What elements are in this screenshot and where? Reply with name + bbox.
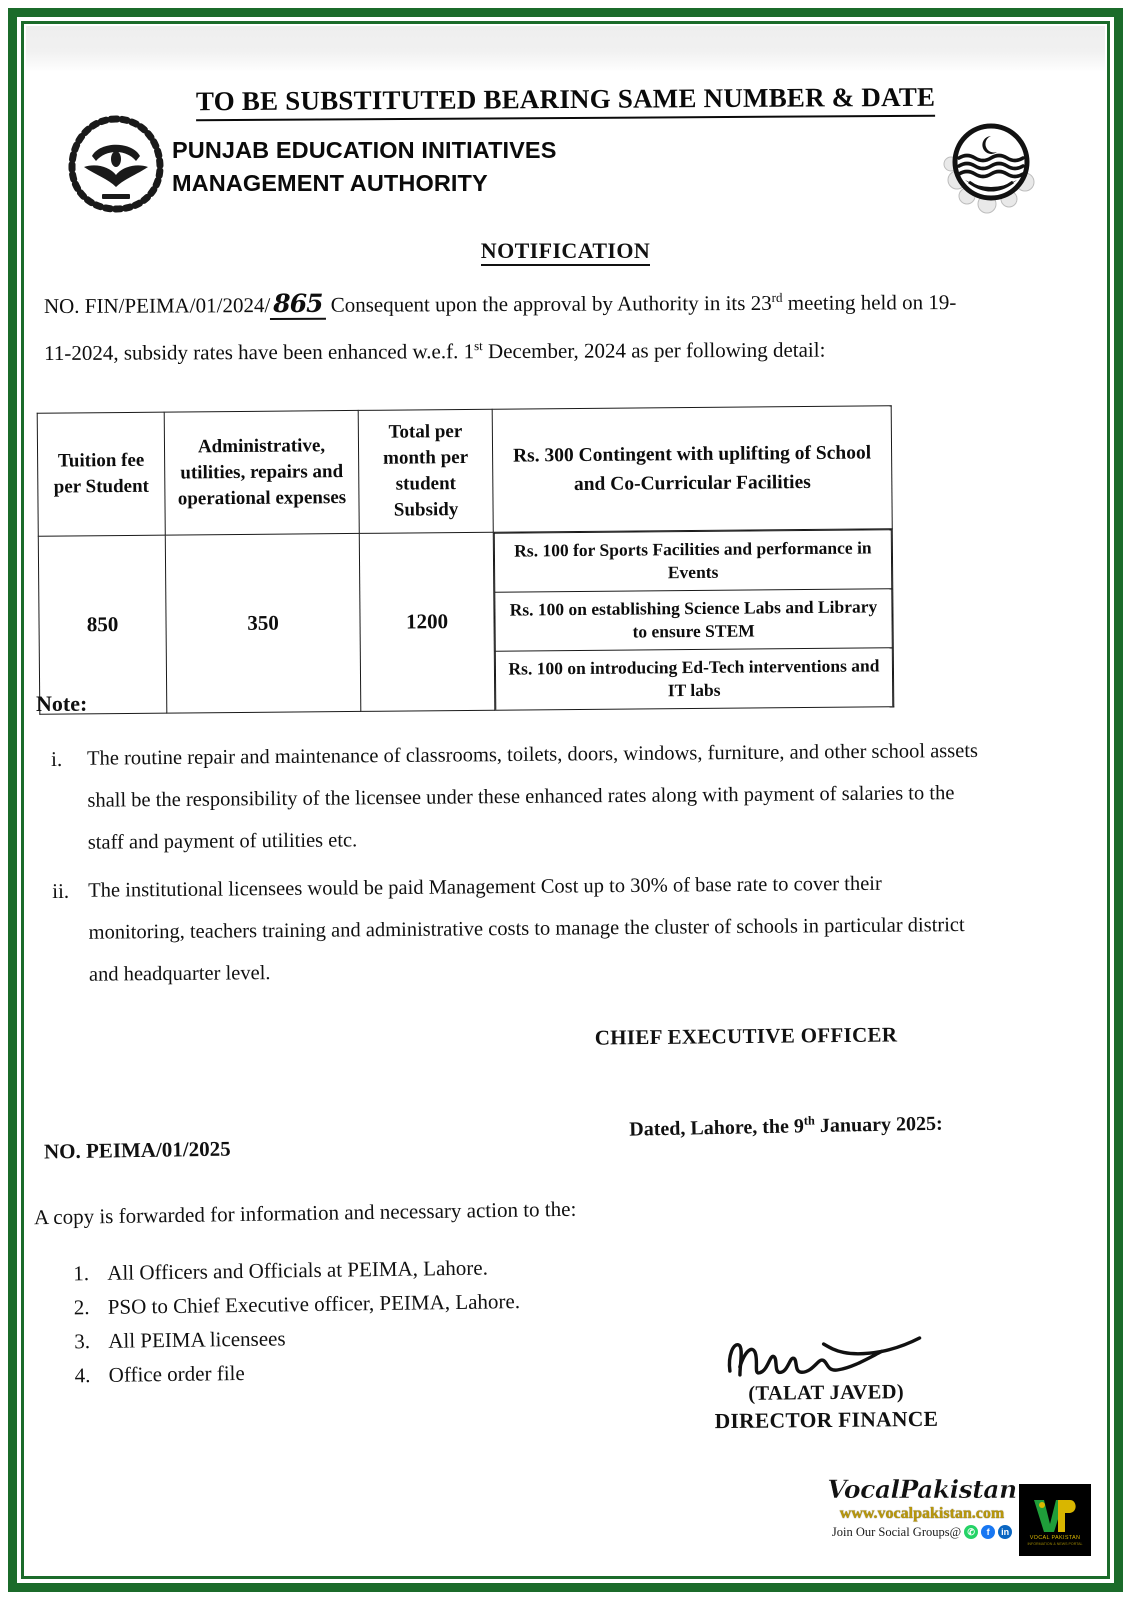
intro-ordinal-st: st bbox=[474, 338, 483, 354]
list-item-text: All Officers and Officials at PEIMA, Lahore. bbox=[107, 1255, 489, 1285]
subsidy-table bbox=[37, 405, 895, 714]
intro-text-c: December, 2024 as per following detail: bbox=[482, 337, 826, 364]
watermark-join-text: Join Our Social Groups@ bbox=[831, 1525, 962, 1539]
banner-text: TO BE SUBSTITUTED BEARING SAME NUMBER & DATE bbox=[196, 82, 935, 122]
list-item bbox=[74, 1284, 694, 1324]
director-signature-block bbox=[625, 1324, 1026, 1435]
notification-heading bbox=[26, 238, 1105, 264]
handwritten-diary-number: 865 bbox=[270, 289, 325, 320]
facebook-icon[interactable]: f bbox=[981, 1525, 995, 1539]
organization-line-1: PUNJAB EDUCATION INITIATIVES bbox=[172, 137, 557, 163]
linkedin-icon[interactable]: in bbox=[998, 1525, 1012, 1539]
table-header-total: Total per month per student Subsidy bbox=[358, 409, 493, 533]
list-item-number: 3. bbox=[74, 1329, 91, 1354]
second-notification-number: NO. PEIMA/01/2025 bbox=[43, 1136, 231, 1164]
ceo-designation: CHIEF EXECUTIVE OFFICER bbox=[594, 1022, 898, 1050]
notification-heading-text: NOTIFICATION bbox=[481, 238, 650, 266]
scan-shadow-band bbox=[26, 26, 1105, 72]
vp-monogram-icon bbox=[1030, 1494, 1080, 1534]
peima-logo-icon bbox=[62, 111, 170, 216]
punjab-government-crest-icon bbox=[939, 114, 1043, 218]
note-label: Note: bbox=[36, 691, 88, 716]
cell-admin-expenses: 350 bbox=[165, 533, 361, 713]
watermark-logo-subtext-2: INFORMATION & NEWS PORTAL bbox=[1027, 1542, 1083, 1546]
director-name: (TALAT JAVED) bbox=[748, 1381, 905, 1405]
watermark-logo-subtext: VOCAL PAKISTAN bbox=[1029, 1535, 1081, 1541]
watermark-brand: VocalPakistan bbox=[827, 1475, 1017, 1504]
forwarding-line: A copy is forwarded for information and necessary action to the: bbox=[33, 1196, 577, 1230]
intro-ordinal-rd: rd bbox=[771, 289, 783, 305]
list-item-number: 2. bbox=[73, 1295, 90, 1320]
whatsapp-icon[interactable]: ✆ bbox=[964, 1525, 978, 1539]
list-item-text: Office order file bbox=[108, 1360, 245, 1387]
watermark-logo bbox=[1019, 1484, 1091, 1556]
table-header-tuition: Tuition fee per Student bbox=[37, 412, 165, 536]
note-text: The institutional licensees would be paid Management Cost up to 30% of base rate to cover their monitoring, teachers training and administrative costs to manage the cluster of schools in particular district and headquarter level. bbox=[88, 872, 965, 986]
list-item-number: 4. bbox=[74, 1363, 91, 1388]
list-item-text: PSO to Chief Executive officer, PEIMA, Lahore. bbox=[107, 1289, 521, 1319]
notification-number-prefix: NO. FIN/PEIMA/01/2024/ bbox=[43, 293, 271, 319]
notes-list bbox=[43, 730, 980, 1002]
table-header-admin: Administrative, utilities, repairs and operational expenses bbox=[164, 410, 359, 535]
dated-rest: January 2025: bbox=[814, 1112, 943, 1138]
list-item bbox=[74, 1318, 694, 1358]
handwritten-signature-icon bbox=[705, 1325, 946, 1390]
note-text: The routine repair and maintenance of classrooms, toilets, doors, windows, furniture, and other school assets shall be the responsibility of the licensee under these enhanced rates along with payment of salaries to the staff and payment of utilities etc. bbox=[86, 739, 979, 854]
cell-total-subsidy: 1200 bbox=[359, 532, 495, 711]
cell-contingent-breakdown bbox=[493, 529, 894, 710]
watermark-social-line bbox=[827, 1523, 1017, 1541]
organization-name bbox=[172, 134, 556, 200]
organization-line-2: MANAGEMENT AUTHORITY bbox=[172, 170, 488, 196]
watermark-text-column bbox=[827, 1476, 1017, 1541]
intro-text-a: Consequent upon the approval by Authority in its 23 bbox=[330, 290, 772, 317]
dated-line bbox=[586, 1110, 986, 1142]
distribution-list bbox=[73, 1250, 695, 1395]
cell-tuition-fee: 850 bbox=[38, 535, 167, 714]
contingent-item-edtech: Rs. 100 on introducing Ed-Tech interventions and IT labs bbox=[495, 648, 892, 710]
table-header-contingent: Rs. 300 Contingent with uplifting of School and Co-Curricular Facilities bbox=[492, 406, 892, 532]
contingent-subtable bbox=[494, 529, 894, 709]
dated-ordinal: th bbox=[803, 1113, 815, 1128]
list-item bbox=[73, 1250, 693, 1290]
notification-intro-paragraph bbox=[44, 276, 974, 374]
dated-text: Dated, Lahore, the 9 bbox=[629, 1115, 805, 1141]
note-marker: i. bbox=[50, 746, 63, 772]
vocal-pakistan-watermark bbox=[827, 1476, 1091, 1568]
note-marker: ii. bbox=[52, 878, 70, 904]
note-item bbox=[44, 862, 980, 996]
list-item bbox=[75, 1352, 695, 1392]
list-item-text: All PEIMA licensees bbox=[108, 1326, 286, 1353]
note-item bbox=[43, 730, 979, 864]
director-designation: DIRECTOR FINANCE bbox=[714, 1406, 939, 1434]
contingent-item-sports: Rs. 100 for Sports Facilities and performance in Events bbox=[494, 530, 891, 592]
contingent-item-science-labs: Rs. 100 on establishing Science Labs and Library to ensure STEM bbox=[495, 589, 892, 651]
table-header-row bbox=[37, 406, 892, 536]
list-item-number: 1. bbox=[73, 1261, 90, 1286]
intro-text-b: meeting held on 19-11-2024, subsidy rates have been enhanced w.e.f. 1 bbox=[44, 290, 957, 366]
document-page bbox=[26, 26, 1105, 1574]
subsidy-table-wrapper bbox=[37, 405, 895, 714]
table-row bbox=[38, 529, 894, 714]
watermark-url: www.vocalpakistan.com bbox=[827, 1504, 1017, 1523]
